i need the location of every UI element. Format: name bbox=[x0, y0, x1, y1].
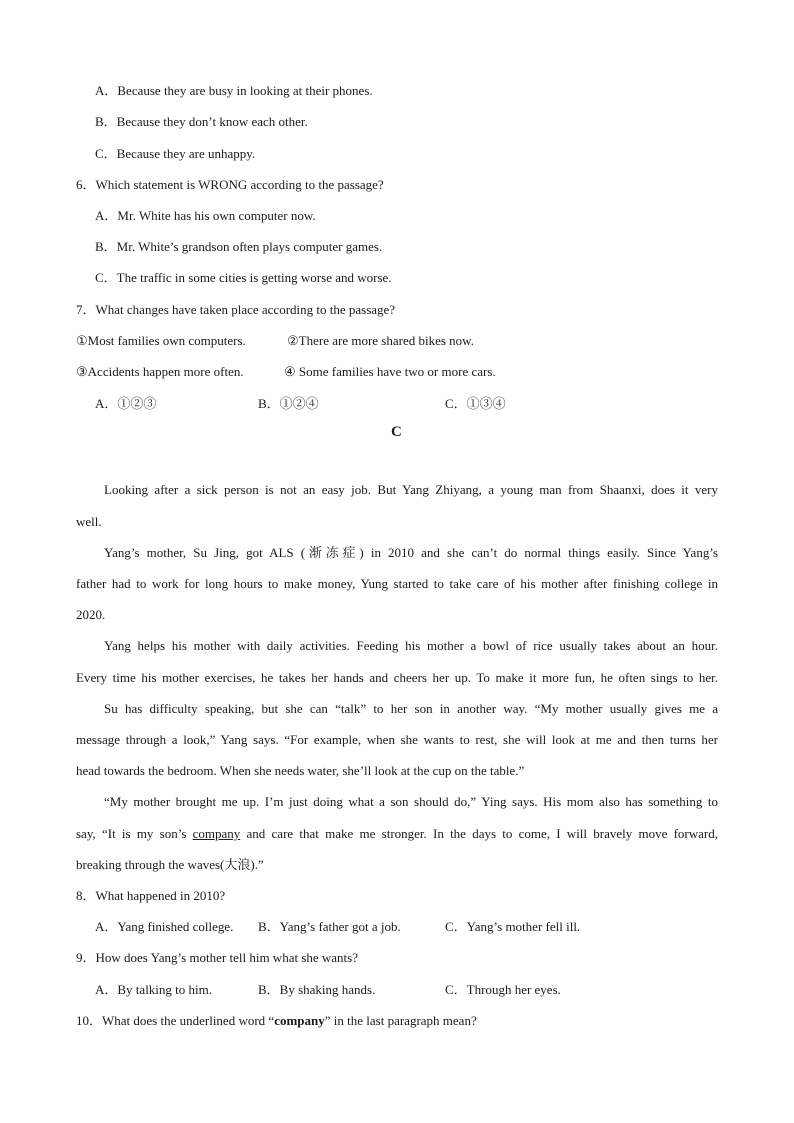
q8-option-a: A．Yang finished college. bbox=[95, 919, 234, 934]
q9-option-b: B．By shaking hands. bbox=[258, 982, 376, 997]
q7-question: 7．What changes have taken place according to the passage? bbox=[76, 302, 396, 317]
q6-option-a: A．Mr. White has his own computer now. bbox=[95, 208, 316, 223]
q7-option-c: C．①③④ bbox=[445, 396, 506, 411]
q7-item-2: ②There are more shared bikes now. bbox=[287, 333, 474, 348]
q5-option-c: C．Because they are unhappy. bbox=[95, 146, 256, 161]
passage-p2-line3: 2020. bbox=[76, 607, 106, 622]
q5-option-a: A．Because they are busy in looking at their phones. bbox=[95, 83, 373, 98]
passage-p1-line1: Looking after a sick person is not an easy job. But Yang Zhiyang, a young man from Shaanxi, does it very bbox=[104, 482, 718, 497]
passage-p3-line1: Yang helps his mother with daily activities. Feeding his mother a bowl of rice usually takes about an hour. bbox=[104, 638, 718, 653]
passage-p4-line3: head towards the bedroom. When she needs water, she’ll look at the cup on the table.” bbox=[76, 763, 525, 778]
q9-option-a: A．By talking to him. bbox=[95, 982, 213, 997]
q7-option-a: A．①②③ bbox=[95, 396, 157, 411]
q6-option-b: B．Mr. White’s grandson often plays computer games. bbox=[95, 239, 383, 254]
q9-question: 9．How does Yang’s mother tell him what she wants? bbox=[76, 950, 359, 965]
passage-p2-line1: Yang’s mother, Su Jing, got ALS (渐冻症) in 2010 and she can’t do normal things easily. Since Yang’s bbox=[104, 545, 718, 560]
passage-p5-line2-start: say, “It is my son’s bbox=[76, 826, 193, 841]
q9-option-c: C．Through her eyes. bbox=[445, 982, 561, 997]
passage-p5-line2 bbox=[76, 826, 718, 842]
q8-question: 8．What happened in 2010? bbox=[76, 888, 226, 903]
passage-p3-line2: Every time his mother exercises, he takes her hands and cheers her up. To make it more fun, he often sings to her. bbox=[76, 670, 718, 685]
passage-p5-line2-end: and care that make me stronger. In the days to come, I will bravely move forward, bbox=[240, 826, 718, 841]
q8-option-b: B．Yang’s father got a job. bbox=[258, 919, 401, 934]
section-title: C bbox=[391, 424, 402, 440]
passage-p1-line2: well. bbox=[76, 514, 102, 529]
underlined-word-company: company bbox=[192, 826, 241, 841]
passage-p2-line2: father had to work for long hours to make money, Yung started to take care of his mother after finishing college in bbox=[76, 576, 718, 591]
passage-p5-line1: “My mother brought me up. I’m just doing what a son should do,” Ying says. His mom also has something to bbox=[104, 794, 718, 809]
passage-p5-line3: breaking through the waves(大浪).” bbox=[76, 857, 264, 872]
q10-question-start: 10．What does the underlined word “ bbox=[76, 1013, 275, 1028]
q10-bold-word: company bbox=[274, 1013, 325, 1028]
q7-item-3: ③Accidents happen more often. bbox=[76, 364, 244, 379]
q7-item-1: ①Most families own computers. bbox=[76, 333, 246, 348]
passage-p4-line1: Su has difficulty speaking, but she can “talk” to her son in another way. “My mother usually gives me a bbox=[104, 701, 718, 716]
q5-option-b: B．Because they don’t know each other. bbox=[95, 114, 308, 129]
q6-option-c: C．The traffic in some cities is getting worse and worse. bbox=[95, 270, 392, 285]
passage-p4-line2: message through a look,” Yang says. “For example, when she wants to rest, she will look at me and then turns her bbox=[76, 732, 718, 747]
q10-question bbox=[76, 1013, 477, 1029]
q8-option-c: C．Yang’s mother fell ill. bbox=[445, 919, 581, 934]
q7-option-b: B．①②④ bbox=[258, 396, 319, 411]
q10-question-end: ” in the last paragraph mean? bbox=[324, 1013, 477, 1028]
q6-question: 6．Which statement is WRONG according to the passage? bbox=[76, 177, 384, 192]
q7-item-4: ④ Some families have two or more cars. bbox=[284, 364, 496, 379]
